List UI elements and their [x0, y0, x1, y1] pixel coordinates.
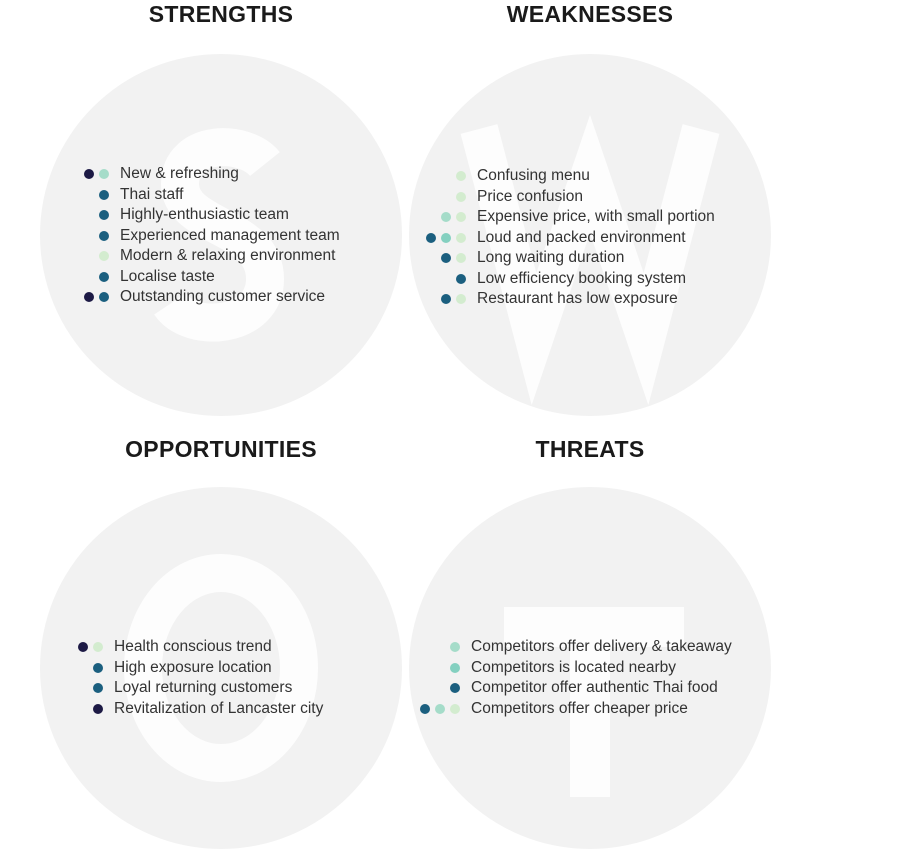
item-text: Restaurant has low exposure	[477, 290, 678, 308]
item-text: Health conscious trend	[114, 638, 272, 656]
indicator-dots	[420, 253, 466, 263]
pale-dot-icon	[456, 294, 466, 304]
list-item	[63, 246, 340, 267]
indicator-dots	[57, 663, 103, 673]
item-text: Highly-enthusiastic team	[120, 206, 289, 224]
indicator-dots	[57, 683, 103, 693]
opportunities-title: OPPORTUNITIES	[125, 436, 317, 462]
item-text: Loyal returning customers	[114, 679, 293, 697]
teal-dot-icon	[99, 190, 109, 200]
indicator-dots	[414, 642, 460, 652]
navy-dot-icon	[84, 292, 94, 302]
teal-dot-icon	[99, 210, 109, 220]
teal-dot-icon	[99, 272, 109, 282]
indicator-dots	[420, 212, 466, 222]
item-text: Competitors offer cheaper price	[471, 699, 688, 717]
opportunities-list	[57, 637, 323, 719]
pale-dot-icon	[456, 212, 466, 222]
teal-dot-icon	[93, 663, 103, 673]
list-item	[63, 287, 340, 308]
indicator-dots	[414, 683, 460, 693]
list-item	[420, 187, 715, 208]
pale-dot-icon	[456, 192, 466, 202]
item-text: Localise taste	[120, 267, 215, 285]
pale-dot-icon	[456, 233, 466, 243]
list-item	[63, 226, 340, 247]
indicator-dots	[414, 704, 460, 714]
item-text: Modern & relaxing environment	[120, 247, 336, 265]
indicator-dots	[63, 292, 109, 302]
strengths-list	[63, 164, 340, 308]
mint-dot-icon	[435, 704, 445, 714]
indicator-dots	[63, 210, 109, 220]
indicator-dots	[63, 231, 109, 241]
list-item	[414, 678, 732, 699]
indicator-dots	[63, 169, 109, 179]
weaknesses-title: WEAKNESSES	[506, 1, 674, 27]
indicator-dots	[420, 171, 466, 181]
item-text: Competitors offer delivery & takeaway	[471, 638, 732, 656]
item-text: Confusing menu	[477, 167, 590, 185]
list-item	[57, 678, 323, 699]
list-item	[57, 658, 323, 679]
teal-dot-icon	[93, 683, 103, 693]
indicator-dots	[57, 704, 103, 714]
item-text: Revitalization of Lancaster city	[114, 699, 324, 717]
item-text: Experienced management team	[120, 226, 340, 244]
indicator-dots	[63, 272, 109, 282]
list-item	[63, 164, 340, 185]
mint-dot-icon	[450, 642, 460, 652]
teal-dot-icon	[456, 274, 466, 284]
strengths-title: STRENGTHS	[148, 1, 294, 27]
indicator-dots	[420, 274, 466, 284]
teal-dot-icon	[420, 704, 430, 714]
aqua-dot-icon	[441, 233, 451, 243]
item-text: Competitors is located nearby	[471, 658, 677, 676]
weaknesses-list	[420, 166, 715, 310]
mint-dot-icon	[441, 212, 451, 222]
item-text: Loud and packed environment	[477, 228, 686, 246]
item-text: Thai staff	[120, 185, 184, 203]
teal-dot-icon	[441, 253, 451, 263]
list-item	[414, 637, 732, 658]
list-item	[420, 166, 715, 187]
item-text: Outstanding customer service	[120, 288, 326, 306]
item-text: Long waiting duration	[477, 249, 625, 267]
list-item	[420, 207, 715, 228]
item-text: New & refreshing	[120, 165, 239, 183]
indicator-dots	[57, 642, 103, 652]
indicator-dots	[420, 192, 466, 202]
list-item	[420, 248, 715, 269]
pale-dot-icon	[99, 251, 109, 261]
teal-dot-icon	[99, 231, 109, 241]
indicator-dots	[414, 663, 460, 673]
indicator-dots	[420, 233, 466, 243]
item-text: Low efficiency booking system	[477, 269, 687, 287]
list-item	[63, 205, 340, 226]
pale-dot-icon	[450, 704, 460, 714]
threats-list	[414, 637, 732, 719]
teal-dot-icon	[441, 294, 451, 304]
indicator-dots	[63, 190, 109, 200]
list-item	[414, 658, 732, 679]
threats-title: THREATS	[535, 436, 645, 462]
pale-dot-icon	[456, 253, 466, 263]
list-item	[57, 637, 323, 658]
teal-dot-icon	[426, 233, 436, 243]
list-item	[420, 289, 715, 310]
list-item	[414, 699, 732, 720]
item-text: Expensive price, with small portion	[477, 208, 715, 226]
list-item	[420, 228, 715, 249]
item-text: Competitor offer authentic Thai food	[471, 679, 718, 697]
indicator-dots	[420, 294, 466, 304]
item-text: High exposure location	[114, 658, 272, 676]
list-item	[57, 699, 323, 720]
pale-dot-icon	[93, 642, 103, 652]
navy-dot-icon	[84, 169, 94, 179]
pale-dot-icon	[456, 171, 466, 181]
list-item	[63, 267, 340, 288]
item-text: Price confusion	[477, 187, 583, 205]
navy-dot-icon	[93, 704, 103, 714]
aqua-dot-icon	[450, 663, 460, 673]
teal-dot-icon	[99, 292, 109, 302]
indicator-dots	[63, 251, 109, 261]
list-item	[63, 185, 340, 206]
teal-dot-icon	[450, 683, 460, 693]
list-item	[420, 269, 715, 290]
navy-dot-icon	[78, 642, 88, 652]
mint-dot-icon	[99, 169, 109, 179]
